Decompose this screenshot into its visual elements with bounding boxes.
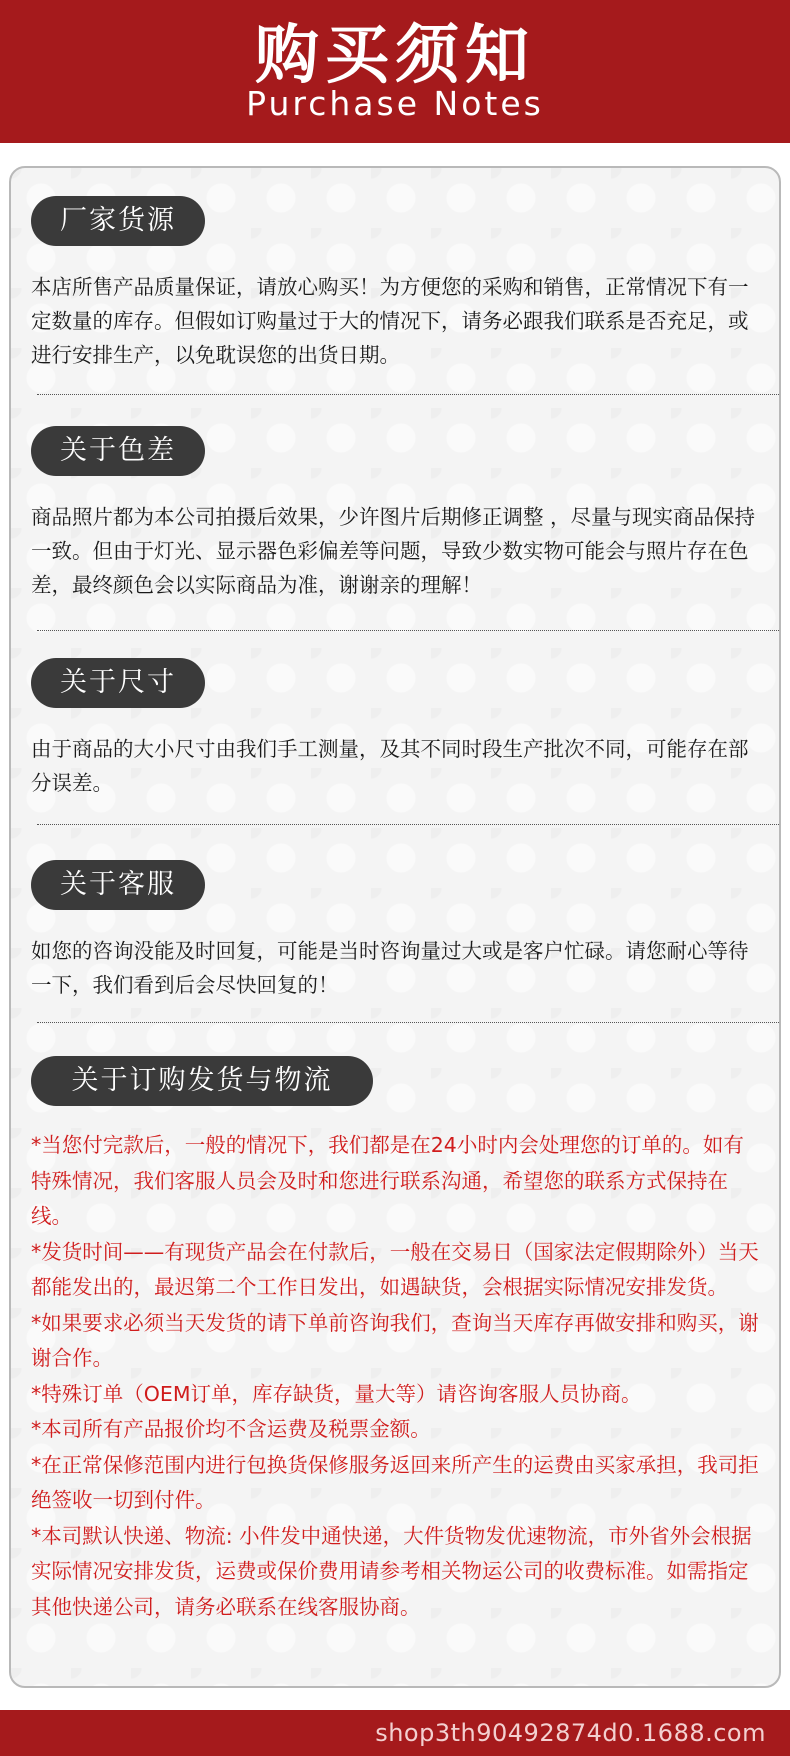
section-divider (37, 1022, 779, 1023)
page-title: 购买须知 (255, 19, 535, 93)
section-heading-pill: 厂家货源 (31, 196, 205, 246)
notice-item: *发货时间——有现货产品会在付款后，一般在交易日（国家法定假期除外）当天都能发出的，最迟第二个工作日发出，如遇缺货，会根据实际情况安排发货。 (31, 1239, 759, 1299)
notes-panel (9, 166, 781, 1688)
shop-url: shop3th90492874d0.1688.com (375, 1719, 766, 1747)
section-body-text: 由于商品的大小尺寸由我们手工测量，及其不同时段生产批次不同，可能存在部分误差。 (31, 737, 749, 795)
notice-item: *在正常保修范围内进行包换货保修服务返回来所产生的运费由买家承担，我司拒绝签收一切到付件。 (31, 1452, 759, 1512)
notice-item: *本司所有产品报价均不含运费及税票金额。 (31, 1417, 431, 1441)
notice-item: *当您付完款后，一般的情况下，我们都是在24小时内会处理您的订单的。如有特殊情况，我们客服人员会及时和您进行联系沟通，希望您的联系方式保持在线。 (31, 1133, 744, 1228)
section-body-text: 本店所售产品质量保证，请放心购买！为方便您的采购和销售，正常情况下有一定数量的库存。但假如订购量过于大的情况下，请务必跟我们联系是否充足，或进行安排生产，以免耽误您的出货日期。 (31, 275, 749, 367)
section-divider (37, 394, 779, 395)
notice-item: *本司默认快递、物流: 小件发中通快递，大件货物发优速物流，市外省外会根据实际情况安排发货，运费或保价费用请参考相关物运公司的收费标准。如需指定其他快递公司，请务必联系在线客服协商。 (31, 1523, 752, 1619)
section-body-text: 商品照片都为本公司拍摄后效果，少许图片后期修正调整 ，尽量与现实商品保持一致。但由于灯光、显示器色彩偏差等问题，导致少数实物可能会与照片存在色差，最终颜色会以实际商品为准，谢谢亲的理解！ (31, 505, 756, 597)
section-heading-pill: 关于尺寸 (31, 658, 205, 708)
section-heading-pill: 关于订购发货与物流 (31, 1056, 373, 1106)
notice-item: *特殊订单（OEM订单，库存缺货，量大等）请咨询客服人员协商。 (31, 1381, 642, 1406)
section-heading-pill: 关于客服 (31, 860, 205, 910)
page-subtitle: Purchase Notes (246, 84, 544, 123)
page-header (0, 0, 790, 143)
section-divider (37, 630, 779, 631)
section-body-text: 如您的咨询没能及时回复，可能是当时咨询量过大或是客户忙碌。请您耐心等待一下，我们看到后会尽快回复的！ (31, 939, 749, 997)
shipping-notice-list (31, 1128, 759, 1625)
notice-item: *如果要求必须当天发货的请下单前咨询我们，查询当天库存再做安排和购买，谢谢合作。 (31, 1310, 759, 1370)
section-heading-pill: 关于色差 (31, 426, 205, 476)
page-footer (0, 1710, 790, 1756)
section-divider (37, 824, 779, 825)
